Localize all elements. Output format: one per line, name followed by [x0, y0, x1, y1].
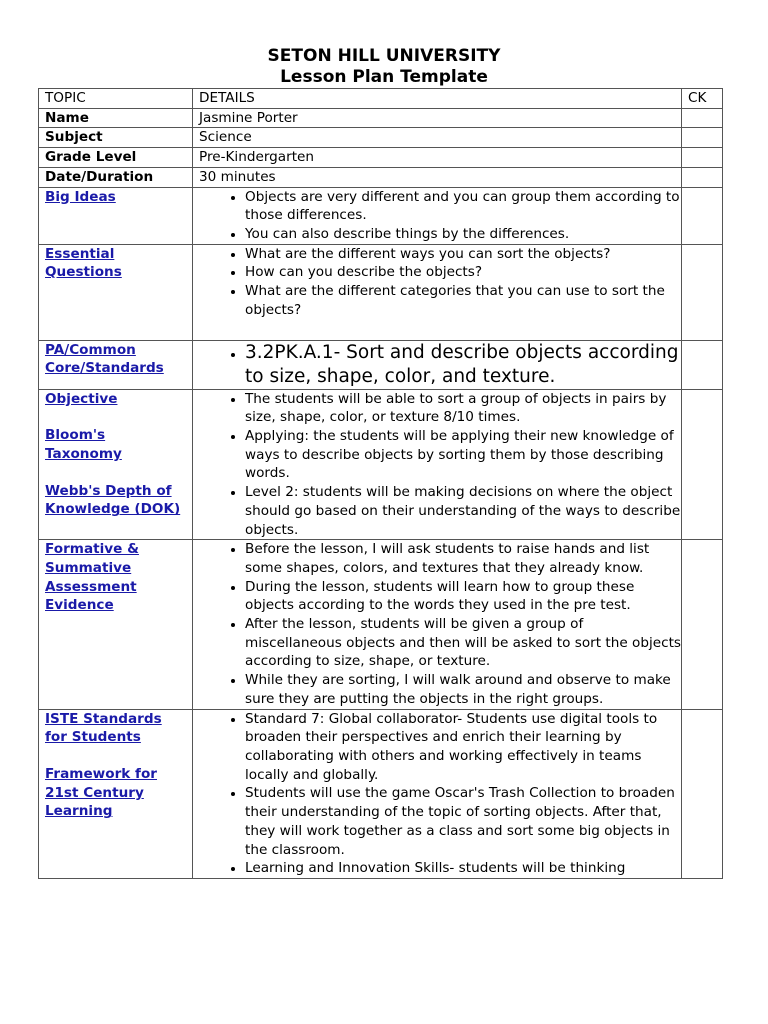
ck-cell [682, 187, 723, 244]
list-item: • Standard 7: Global collaborator- Students use digital tools to broaden their perspectives and enrich their learning by collaborating with others and working effectively in teams locally and globally. [245, 710, 681, 785]
standards-link[interactable]: PA/Common Core/Standards [45, 341, 164, 377]
document-title: SETON HILL UNIVERSITY [267, 46, 501, 66]
standards-row [39, 340, 723, 389]
lesson-plan-table [38, 88, 723, 879]
name-row [39, 108, 723, 128]
subject-label: Subject [39, 128, 193, 148]
iste-details [193, 709, 682, 878]
list-item: • What are the different ways you can sort the objects? [245, 245, 681, 264]
subject-value: Science [193, 128, 682, 148]
list-item: • Applying: the students will be applying their new knowledge of ways to describe objects by sorting them by those describing words. [245, 427, 681, 483]
iste-standards-link[interactable]: ISTE Standards for Students [45, 710, 162, 746]
list-item: • Learning and Innovation Skills- students will be thinking [245, 859, 681, 878]
objective-details [193, 389, 682, 540]
standards-details [193, 340, 682, 389]
standards-label-cell [39, 340, 193, 389]
ck-cell [682, 389, 723, 540]
list-item: • 3.2PK.A.1- Sort and describe objects according to size, shape, color, and texture. [245, 341, 681, 389]
list-item: • Before the lesson, I will ask students to raise hands and list some shapes, colors, and textures that they already know. [245, 540, 681, 577]
objective-label-cell [39, 389, 193, 540]
objective-row [39, 389, 723, 540]
grade-row [39, 148, 723, 168]
big-ideas-link[interactable]: Big Ideas [45, 188, 116, 205]
big-ideas-details [193, 187, 682, 244]
ck-cell [682, 340, 723, 389]
grade-label: Grade Level [39, 148, 193, 168]
date-value: 30 minutes [193, 167, 682, 187]
list-item: • What are the different categories that you can use to sort the objects? [245, 282, 681, 319]
date-label: Date/Duration [39, 167, 193, 187]
grade-value: Pre-Kindergarten [193, 148, 682, 168]
ck-cell [682, 128, 723, 148]
webbs-dok-link[interactable]: Webb's Depth of Knowledge (DOK) [45, 482, 181, 518]
big-ideas-label-cell [39, 187, 193, 244]
ck-cell [682, 709, 723, 878]
assessment-evidence-link[interactable]: Formative & Summative Assessment Evidence [45, 541, 139, 614]
date-row [39, 167, 723, 187]
details-header: DETAILS [193, 89, 682, 109]
essential-label-cell [39, 244, 193, 340]
list-item: • Level 2: students will be making decisions on where the object should go based on their understanding of the ways to describe objects. [245, 483, 681, 539]
subject-row [39, 128, 723, 148]
name-value: Jasmine Porter [193, 108, 682, 128]
list-item: • Objects are very different and you can group them according to those differences. [245, 188, 681, 225]
framework-21st-century-link[interactable]: Framework for 21st Century Learning [45, 765, 158, 820]
essential-questions-link[interactable]: Essential Questions [45, 245, 122, 281]
big-ideas-row [39, 187, 723, 244]
list-item: • After the lesson, students will be given a group of miscellaneous objects and then will be asked to sort the objects according to size, shape, or texture. [245, 615, 681, 671]
iste-row [39, 709, 723, 878]
ck-cell [682, 148, 723, 168]
list-item: • How can you describe the objects? [245, 263, 681, 282]
assessment-details [193, 540, 682, 709]
assessment-label-cell [39, 540, 193, 709]
list-item: • You can also describe things by the differences. [245, 225, 681, 244]
ck-cell [682, 167, 723, 187]
header-row [39, 89, 723, 109]
topic-header: TOPIC [39, 89, 193, 109]
ck-cell [682, 540, 723, 709]
list-item: • While they are sorting, I will walk around and observe to make sure they are putting the objects in the right groups. [245, 671, 681, 708]
name-label: Name [39, 108, 193, 128]
list-item: • The students will be able to sort a group of objects in pairs by size, shape, color, or texture 8/10 times. [245, 390, 681, 427]
objective-link[interactable]: Objective [45, 390, 118, 407]
ck-header: CK [682, 89, 723, 109]
blooms-taxonomy-link[interactable]: Bloom's Taxonomy [45, 427, 122, 463]
iste-label-cell [39, 709, 193, 878]
ck-cell [682, 244, 723, 340]
document-subtitle: Lesson Plan Template [280, 67, 488, 87]
assessment-row [39, 540, 723, 709]
list-item: • During the lesson, students will learn how to group these objects according to the words they used in the pre test. [245, 578, 681, 615]
essential-details [193, 244, 682, 340]
essential-questions-row [39, 244, 723, 340]
ck-cell [682, 108, 723, 128]
list-item: • Students will use the game Oscar's Trash Collection to broaden their understanding of the topic of sorting objects. After that, they will work together as a class and sort some big objects in the classroom. [245, 784, 681, 859]
